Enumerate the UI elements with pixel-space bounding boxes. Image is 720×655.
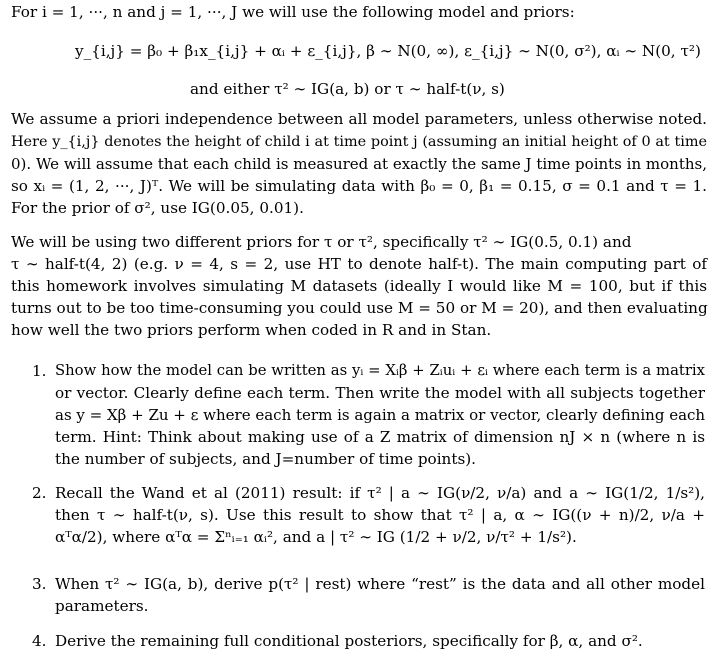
item-number: 3. (32, 575, 47, 593)
paragraph-line: this homework involves simulating M datasets (ideally I would like M = 100, but if this (11, 277, 707, 295)
item-line: parameters. (55, 597, 149, 615)
item-line: Show how the model can be written as yᵢ = Xᵢβ + Zᵢuᵢ + εᵢ where each term is a matrix (55, 362, 705, 379)
paragraph-line: Here y_{i,j} denotes the height of child i at time point j (assuming an initial height of 0 at time (11, 134, 707, 150)
prior-equation: and either τ² ∼ IG(a, b) or τ ∼ half-t(ν, s) (190, 80, 505, 98)
item-line: or vector. Clearly define each term. Then write the model with all subjects together (55, 384, 705, 402)
item-line: Recall the Wand et al (2011) result: if τ² | a ∼ IG(ν/2, ν/a) and a ∼ IG(1/2, 1/s²), (55, 484, 705, 502)
model-equation: y_{i,j} = β₀ + β₁x_{i,j} + αᵢ + ε_{i,j}, β ∼ N(0, ∞), ε_{i,j} ∼ N(0, σ²), αᵢ ∼ N(0, τ²) (75, 42, 701, 60)
paragraph-line: For the prior of σ², use IG(0.05, 0.01). (11, 199, 304, 217)
item-line: When τ² ∼ IG(a, b), derive p(τ² | rest) where “rest” is the data and all other model (55, 575, 705, 593)
item-line: Derive the remaining full conditional posteriors, specifically for β, α, and σ². (55, 632, 643, 650)
item-number: 2. (32, 484, 47, 502)
paragraph-line: τ ∼ half-t(4, 2) (e.g. ν = 4, s = 2, use HT to denote half-t). The main computing part of (11, 255, 707, 273)
paragraph-line: We assume a priori independence between all model parameters, unless otherwise noted. (11, 110, 707, 128)
item-line: then τ ∼ half-t(ν, s). Use this result to show that τ² | a, α ∼ IG((ν + n)/2, ν/a + (55, 506, 705, 524)
item-number: 1. (32, 362, 47, 380)
item-line: as y = Xβ + Zu + ε where each term is again a matrix or vector, clearly defining each (55, 406, 706, 424)
paragraph-line: turns out to be too time-consuming you could use M = 50 or M = 20), and then evaluating (11, 299, 708, 317)
paragraph-line: so xᵢ = (1, 2, ···, J)ᵀ. We will be simulating data with β₀ = 0, β₁ = 0.15, σ = 0.1 and τ = 1. (11, 177, 707, 195)
item-line: term. Hint: Think about making use of a Z matrix of dimension nJ × n (where n is (55, 428, 705, 446)
item-line: αᵀα/2), where αᵀα = Σⁿᵢ₌₁ αᵢ², and a | τ² ∼ IG (1/2 + ν/2, ν/τ² + 1/s²). (55, 528, 577, 546)
item-line: the number of subjects, and J=number of time points). (55, 450, 476, 468)
paragraph-line: We will be using two different priors for τ or τ², specifically τ² ∼ IG(0.5, 0.1) and (11, 233, 632, 251)
item-number: 4. (32, 632, 47, 650)
intro-line: For i = 1, ···, n and j = 1, ···, J we will use the following model and priors: (11, 3, 575, 21)
paragraph-line: 0). We will assume that each child is measured at exactly the same J time points in months, (11, 155, 707, 173)
paragraph-line: how well the two priors perform when coded in R and in Stan. (11, 321, 492, 339)
